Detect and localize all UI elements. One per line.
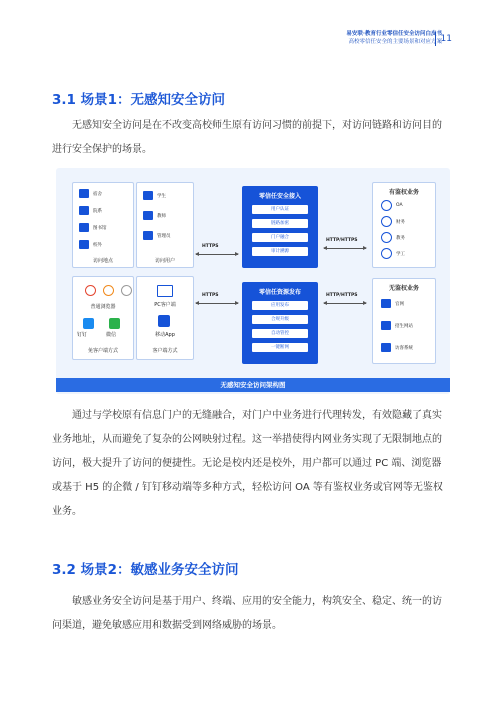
noauth-service-item: 招生网站 bbox=[381, 321, 413, 330]
resource-item: 自动管控 bbox=[252, 329, 308, 338]
client-box bbox=[136, 276, 194, 360]
arrow-left-bottom bbox=[196, 303, 238, 304]
browser-icons bbox=[85, 285, 136, 296]
building-icon bbox=[79, 206, 89, 215]
pc-icon bbox=[157, 285, 173, 297]
resource-item: 一键断网 bbox=[252, 343, 308, 352]
student-icon bbox=[143, 191, 153, 200]
oa-icon bbox=[381, 200, 392, 211]
client-caption: 客户端方式 bbox=[152, 348, 178, 354]
clientless-caption: 免客户端方式 bbox=[87, 348, 118, 354]
resource-item: 合规升级 bbox=[252, 315, 308, 324]
visitor-icon bbox=[381, 343, 391, 352]
arrow-right-bottom bbox=[324, 303, 366, 304]
running-header bbox=[346, 30, 442, 46]
section-3-2-title: 3.2 场景2：敏感业务安全访问 bbox=[52, 562, 239, 578]
http-label-top: HTTP/HTTPS bbox=[326, 238, 358, 243]
dingtalk-icon bbox=[83, 318, 94, 329]
building-icon bbox=[79, 189, 89, 198]
chrome-icon bbox=[85, 285, 96, 296]
access-item: 门户融合 bbox=[252, 233, 308, 242]
auth-service-item: 学工 bbox=[381, 248, 405, 259]
admin-icon bbox=[143, 231, 153, 240]
noauth-service-item: 官网 bbox=[381, 299, 404, 308]
access-item: 审计溯源 bbox=[252, 247, 308, 256]
wechat-label: 微信 bbox=[106, 332, 117, 338]
arrow-right-top bbox=[324, 248, 366, 249]
wechat-icon bbox=[109, 318, 120, 329]
app-icon bbox=[158, 315, 170, 327]
academic-icon bbox=[381, 232, 392, 243]
location-item: 校外 bbox=[79, 240, 102, 249]
pc-client-label: PC客户端 bbox=[154, 302, 176, 308]
noauth-service-item: 访客系统 bbox=[381, 343, 413, 352]
users-caption: 访问用户 bbox=[154, 258, 175, 264]
dingtalk-label: 钉钉 bbox=[77, 332, 88, 338]
section-3-1-title: 3.1 场景1：无感知安全访问 bbox=[52, 92, 226, 108]
locations-caption: 访问地点 bbox=[92, 258, 113, 264]
arrow-left-top bbox=[196, 254, 238, 255]
admissions-icon bbox=[381, 321, 391, 330]
mobile-app-label: 移动App bbox=[155, 332, 175, 338]
access-item: 用户认证 bbox=[252, 205, 308, 214]
student-affairs-icon bbox=[381, 248, 392, 259]
auth-services-title: 有鉴权业务 bbox=[388, 189, 419, 196]
library-icon bbox=[79, 223, 89, 232]
noauth-services-box bbox=[372, 278, 436, 364]
teacher-icon bbox=[143, 211, 153, 220]
section-3-2-body: 敏感业务安全访问是基于用户、终端、应用的安全能力，构筑安全、稳定、统一的访问渠道，避免敏感应用和数据受到网络威胁的场景。 bbox=[52, 596, 442, 631]
user-item: 教师 bbox=[143, 211, 166, 220]
browser-label: 普通浏览器 bbox=[90, 304, 116, 310]
header-subtitle: 高校零信任安全的主要场景和对应方案 bbox=[348, 39, 442, 45]
https-label-top: HTTPS bbox=[202, 244, 219, 249]
firefox-icon bbox=[103, 285, 114, 296]
section-3-1-intro: 无感知安全访问是在不改变高校师生原有访问习惯的前提下，对访问链路和访问目的进行安全保护的场景。 bbox=[52, 120, 442, 155]
user-item: 学生 bbox=[143, 191, 166, 200]
header-title: 易安联·教育行业零信任安全访问白皮书 bbox=[346, 31, 442, 37]
access-item: 链路加密 bbox=[252, 219, 308, 228]
https-label-bottom: HTTPS bbox=[202, 293, 219, 298]
website-icon bbox=[381, 299, 391, 308]
users-box bbox=[136, 182, 194, 268]
location-item: 图书馆 bbox=[79, 223, 107, 232]
http-label-bottom: HTTP/HTTPS bbox=[326, 293, 358, 298]
locations-box bbox=[72, 182, 134, 268]
resource-item: 应用发布 bbox=[252, 301, 308, 310]
section-3-1-body: 通过与学校原有信息门户的无缝融合，对门户中业务进行代理转发，有效隐藏了真实业务地址，从而避免了复杂的公网映射过程。这一举措使得内网业务实现了无限制地点的访问，极大提升了访问的便捷性。无论是校内还是校外，用户都可以通过 PC 端、浏览器或基于 H5 的企微 / 钉钉移动端等多种方式，轻松访问 OA 等有鉴权业务或官网等无鉴权业务。 bbox=[52, 410, 443, 517]
auth-service-item: OA bbox=[381, 200, 403, 211]
zero-trust-resource-block bbox=[242, 282, 318, 364]
noauth-services-title: 无鉴权业务 bbox=[388, 285, 419, 292]
user-item: 管理员 bbox=[143, 231, 171, 240]
resource-title: 零信任资源发布 bbox=[258, 289, 301, 296]
page-number: 11 bbox=[435, 32, 452, 46]
zero-trust-access-block bbox=[242, 186, 318, 268]
safari-icon bbox=[121, 285, 132, 296]
access-title: 零信任安全接入 bbox=[258, 193, 301, 200]
clientless-box bbox=[72, 276, 134, 360]
auth-service-item: 财务 bbox=[381, 216, 405, 227]
diagram-title: 无感知安全访问架构图 bbox=[56, 378, 450, 392]
finance-icon bbox=[381, 216, 392, 227]
location-item: 宿舍 bbox=[79, 189, 102, 198]
auth-services-box bbox=[372, 182, 436, 268]
architecture-diagram bbox=[56, 168, 450, 394]
location-item: 院系 bbox=[79, 206, 102, 215]
house-icon bbox=[79, 240, 89, 249]
auth-service-item: 教务 bbox=[381, 232, 405, 243]
